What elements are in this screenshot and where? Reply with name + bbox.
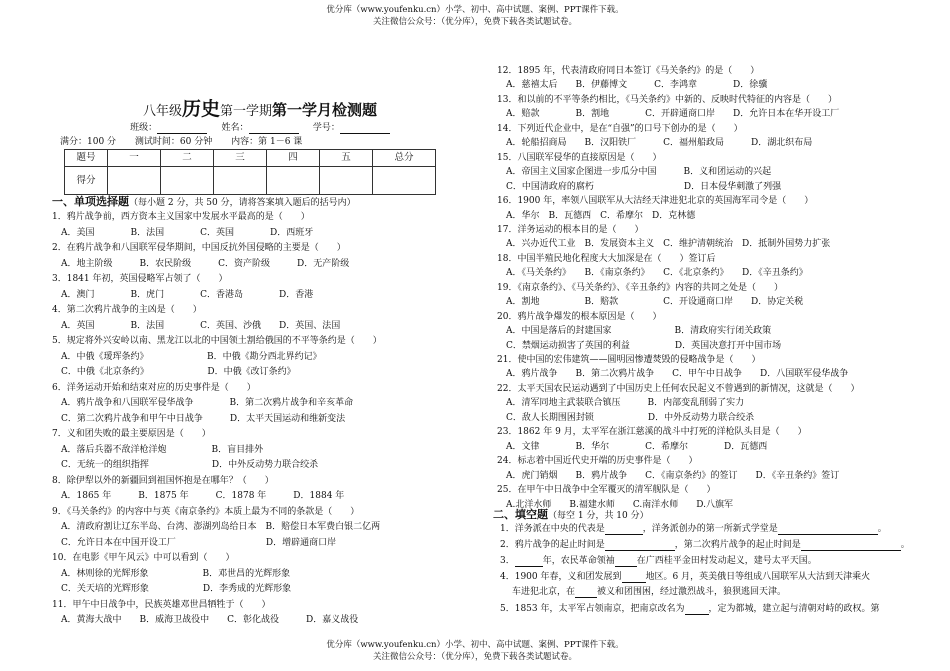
- question-line: C．中俄《北京条约》 D．中俄《改订条约》: [52, 367, 296, 377]
- score-header: 二: [161, 150, 214, 167]
- question-line: 7．义和团失败的最主要原因是（ ）: [52, 429, 211, 439]
- question-line: 3．1841 年初，英国侵略军占领了（ ）: [52, 274, 228, 284]
- question-line: 2．在鸦片战争和八国联军侵华期间，中国反抗外国侵略的主要是（ ）: [52, 243, 346, 253]
- question-line: 9．《马关条约》的内容中与英《南京条约》本质上最为不同的条款是（ ）: [52, 506, 360, 517]
- question-line: 18．中国半殖民地化程度大大加深是在（ ）签订后: [497, 253, 716, 264]
- question-line: 11．甲午中日战争中，民族英雄邓世昌牺牲于（ ）: [52, 599, 271, 610]
- question-line: C．允许日本在中国开设工厂 D．增辟通商口岸: [52, 537, 337, 548]
- fill-blank[interactable]: [622, 573, 646, 583]
- score-table: [64, 149, 436, 195]
- watermark-line1: 优分库（www.youfenku.cn）小学、初中、高中试题、案例、PPT课件下载。: [326, 5, 624, 15]
- fill-blank[interactable]: [605, 541, 675, 551]
- fill-question-4: [500, 572, 870, 583]
- question-line: 25．在甲午中日战争中全军覆灭的清军舰队是（ ）: [497, 485, 716, 496]
- watermark-line1: 优分库（www.youfenku.cn）小学、初中、高中试题、案例、PPT课件下载。: [326, 640, 624, 650]
- fill-blank[interactable]: [685, 605, 709, 615]
- fill-blank[interactable]: [515, 557, 543, 567]
- question-line: 12．1895 年，代表清政府同日本签订《马关条约》的是（ ）: [497, 66, 760, 76]
- fill-blank[interactable]: [575, 588, 597, 598]
- fill-question-4-cont: [512, 587, 786, 598]
- fill-text: 。: [900, 540, 910, 550]
- question-line: 6．洋务运动开始和结束对应的历史事件是（ ）: [52, 382, 256, 393]
- question-line: A．1865 年 B．1875 年 C．1878 年 D．1884 年: [52, 491, 345, 501]
- score-header: 三: [214, 150, 267, 167]
- title-subject: 历史: [181, 98, 220, 120]
- question-line: 15．八国联军侵华的直接原因是（ ）: [497, 152, 662, 163]
- question-line: C．禁烟运动损害了英国的利益 D．英国决意打开中国市场: [497, 340, 782, 351]
- full-score: 满分：100 分: [60, 137, 117, 147]
- question-line: A．黄海大战中 B．威海卫战役中 C．彰化战役 D．嘉义战役: [52, 615, 359, 625]
- section2-heading: [493, 508, 649, 522]
- question-line: 10．在电影《甲午风云》中可以看到（ ）: [52, 553, 235, 563]
- fill-text: 5．1853 年，太平军占领南京，把南京改名为: [500, 604, 685, 614]
- question-line: A．华尔 B．瓦德西 C．希摩尔 D．克林德: [497, 210, 696, 221]
- question-line: C．敌人长期围困封锁 D．中外反动势力联合绞杀: [497, 412, 755, 423]
- section1-title: 一、单项选择题: [52, 195, 129, 208]
- score-cell[interactable]: [267, 167, 320, 195]
- score-cell[interactable]: [320, 167, 373, 195]
- score-header: 五: [320, 150, 373, 167]
- exam-info-row: [60, 137, 460, 148]
- question-line: A．林则徐的光辉形象 B．邓世昌的光辉形象: [52, 568, 291, 579]
- section1-note: （每小题 2 分，共 50 分，请将答案填入题后的括号内）: [129, 198, 356, 208]
- question-line: 19．《南京条约》、《马关条约》、《辛丑条约》内容的共同之处是（ ）: [497, 282, 783, 293]
- question-line: A．澳门 B．虎门 C．香港岛 D．香港: [52, 289, 314, 300]
- question-line: A．兴办近代工业 B．发展资本主义 C．维护清朝统治 D．抵制外国势力扩张: [497, 239, 831, 250]
- question-line: 14．下列近代企业中，是在“自强”的口号下创办的是（ ）: [497, 123, 743, 134]
- score-cell[interactable]: [373, 167, 436, 195]
- score-header: 一: [108, 150, 161, 167]
- section1-heading: [52, 195, 356, 209]
- title-exam: 第一学月检测题: [272, 101, 378, 119]
- fill-text: ，第二次鸦片战争的起止时间是: [674, 540, 801, 550]
- question-line: A．地主阶级 B．农民阶级 C．资产阶级 D．无产阶级: [52, 258, 350, 269]
- score-header: 题号: [65, 150, 108, 167]
- question-line: A．文律 B．华尔 C．希摩尔 D．瓦德西: [497, 441, 768, 452]
- section2-title: 二、填空题: [493, 508, 548, 521]
- fill-question-1: [500, 524, 887, 535]
- question-line: C．中国清政府的腐朽 D．日本侵华刺激了列强: [497, 181, 782, 192]
- fill-blank[interactable]: [778, 525, 878, 535]
- question-line: C．第二次鸦片战争和甲午中日战争 D．太平天国运动和维新变法: [52, 413, 346, 424]
- question-line: A．慈禧太后 B．伊藤博文 C．李鸿章 D．徐骥: [497, 80, 768, 91]
- fill-text: 地区。6 月，英美俄日等组成八国联军从大沽到天津乘火: [645, 572, 871, 582]
- fill-text: ，定为都城，建立起与清朝对峙的政权。第: [708, 604, 880, 614]
- question-line: A．轮船招商局 B．汉阳铁厂 C．福州船政局 D．湖北织布局: [497, 138, 813, 149]
- question-line: 22．太平天国农民运动遇到了中国历史上任何农民起义不曾遇到的新情况，这就是（ ）: [497, 383, 860, 394]
- fill-text: 车进犯北京，在: [512, 587, 576, 597]
- class-field[interactable]: [157, 124, 207, 134]
- question-line: A．鸦片战争和八国联军侵华战争 B．第二次鸦片战争和辛亥革命: [52, 398, 354, 408]
- class-label: 班级：: [130, 123, 158, 133]
- score-header: 四: [267, 150, 320, 167]
- fill-question-3: [500, 556, 817, 567]
- question-line: A．中俄《瑷珲条约》 B．中俄《勘分西北界约记》: [52, 351, 322, 362]
- question-line: 17．洋务运动的根本目的是（ ）: [497, 224, 644, 235]
- question-line: A．清政府割让辽东半岛、台湾、澎湖列岛给日本 B．赔偿日本军费白银二亿两: [52, 522, 381, 532]
- id-field[interactable]: [340, 124, 390, 134]
- question-line: 24．标志着中国近代史开端的历史事件是（ ）: [497, 456, 698, 467]
- question-line: A．鸦片战争 B．第二次鸦片战争 C．甲午中日战争 D．八国联军侵华战争: [497, 369, 849, 380]
- question-line: C．无统一的组织指挥 D．中外反动势力联合绞杀: [52, 460, 319, 470]
- question-line: 16．1900 年，率领八国联军从大沽经天津进犯北京的英国海军司令是（ ）: [497, 196, 814, 207]
- question-line: 13．和以前的不平等条约相比，《马关条约》中新的、反映时代特征的内容是（ ）: [497, 94, 837, 105]
- question-line: 1．鸦片战争前，西方资本主义国家中发展水平最高的是（ ）: [52, 212, 310, 222]
- fill-blank[interactable]: [605, 525, 643, 535]
- question-line: A．虎门销烟 B．鸦片战争 C．《南京条约》的签订 D．《辛丑条约》签订: [497, 470, 840, 481]
- question-line: A．《马关条约》 B．《南京条约》 C．《北京条约》 D．《辛丑条约》: [497, 268, 808, 279]
- fill-text: 年，农民革命领袖: [542, 556, 615, 566]
- question-line: A．割地 B．赔款 C．开设通商口岸 D．协定关税: [497, 297, 804, 308]
- fill-text: 。: [877, 524, 887, 534]
- question-line: A.北洋水师 B.福建水师 C.南洋水师 D.八旗军: [497, 499, 734, 510]
- question-line: 21．使中国的宏伟建筑——圆明园惨遭焚毁的侵略战争是（ ）: [497, 355, 761, 365]
- watermark-line2: 关注微信公众号：（优分库），免费下载各类试题试卷。: [372, 17, 577, 27]
- name-field[interactable]: [249, 124, 299, 134]
- score-header: 总分: [373, 150, 436, 167]
- question-line: A．赔款 B．割地 C．开辟通商口岸 D．允许日本在华开设工厂: [497, 109, 840, 120]
- question-line: 5．规定将外兴安岭以南、黑龙江以北的中国领土割给俄国的不平等条约是（ ）: [52, 336, 382, 346]
- fill-text: 在广西桂平金田村发动起义，建号太平天国。: [636, 556, 817, 566]
- page-title: [52, 98, 468, 122]
- name-label: 姓名：: [221, 123, 249, 133]
- question-line: C．关天培的光辉形象 D．李秀成的光辉形象: [52, 584, 292, 594]
- fill-blank[interactable]: [801, 541, 901, 551]
- question-line: A．中国是落后的封建国家 B．清政府实行闭关政策: [497, 326, 772, 337]
- fill-question-2: [500, 540, 910, 551]
- watermark-line2: 关注微信公众号：（优分库），免费下载各类试题试卷。: [372, 652, 577, 662]
- question-line: 4．第二次鸦片战争的主凶是（ ）: [52, 305, 202, 315]
- section2-note: （每空 1 分，共 10 分）: [548, 511, 649, 521]
- watermark-top: [0, 4, 950, 28]
- question-line: A．英国 B．法国 C．英国、沙俄 D．英国、法国: [52, 320, 341, 331]
- watermark-bottom: [0, 639, 950, 663]
- title-term: 第一学期: [220, 104, 273, 119]
- question-line: A．帝国主义国家企图进一步瓜分中国 B．义和团运动的兴起: [497, 167, 772, 178]
- question-line: 8．除伊犁以外的新疆回到祖国怀抱是在哪年？（ ）: [52, 475, 274, 486]
- exam-time: 测试时间：60 分钟: [134, 137, 213, 147]
- score-cell[interactable]: [108, 167, 161, 195]
- score-cell[interactable]: [161, 167, 214, 195]
- fill-text: 1．洋务派在中央的代表是: [500, 524, 605, 534]
- question-line: A．落后兵器不敌洋枪洋炮 B．盲目排外: [52, 444, 264, 455]
- fill-text: 2．鸦片战争的起止时间是: [500, 540, 605, 550]
- fill-text: 被义和团围困，经过激烈战斗，狼狈逃回天津。: [597, 587, 787, 597]
- exam-content: 内容：第 1－6 课: [231, 137, 303, 147]
- fill-blank[interactable]: [615, 557, 637, 567]
- question-line: 23．1862 年 9 月，太平军在浙江慈溪的战斗中打死的洋枪队头目是（ ）: [497, 427, 807, 438]
- score-cell[interactable]: [214, 167, 267, 195]
- question-line: A．清军同地主武装联合镇压 B．内部变乱削弱了实力: [497, 398, 745, 409]
- student-info-row: [52, 123, 468, 134]
- question-line: 20．鸦片战争爆发的根本原因是（ ）: [497, 311, 662, 322]
- id-label: 学号：: [312, 123, 340, 133]
- fill-text: ，洋务派创办的第一所新式学堂是: [642, 524, 778, 534]
- fill-question-5: [500, 604, 880, 615]
- question-line: A．美国 B．法国 C．英国 D．西班牙: [52, 227, 314, 238]
- fill-text: 4．1900 年春，义和团发展到: [500, 572, 622, 582]
- fill-text: 3．: [500, 556, 515, 566]
- title-grade: 八年级: [142, 104, 182, 119]
- score-row-label: 得分: [65, 167, 108, 195]
